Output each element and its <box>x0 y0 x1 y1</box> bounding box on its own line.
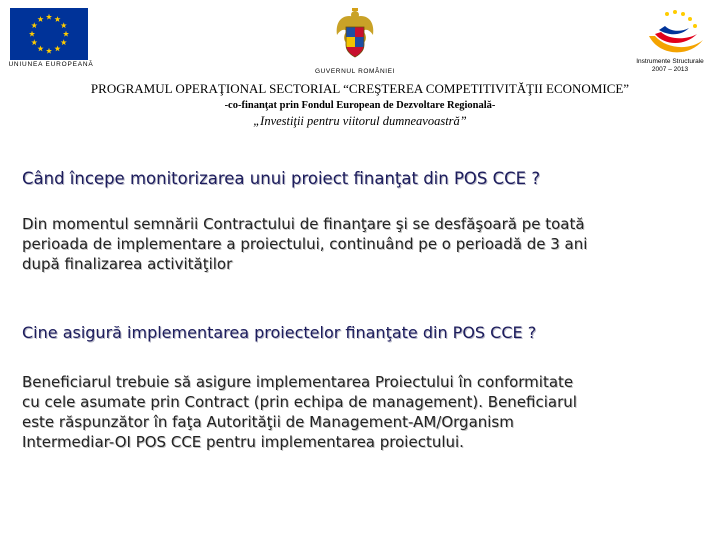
cofinancing-note: -co-finanţat prin Fondul European de Dezvoltare Regională- <box>224 100 496 111</box>
romania-logo-caption: GUVERNUL ROMÂNIEI <box>314 68 396 75</box>
answer-line: perioada de implementare a proiectului, continuând pe o perioadă de 3 ani <box>22 235 588 253</box>
programme-motto: „Investiţii pentru viitorul dumneavoastră” <box>253 114 467 128</box>
answer-line: este răspunzător în faţa Autorităţii de Management-AM/Organism <box>22 413 514 431</box>
question-heading: Când începe monitorizarea unui proiect finanţat din POS CCE ? <box>22 169 541 188</box>
answer-line: Beneficiarul trebuie să asigure implementarea Proiectului în conformitate <box>22 373 574 391</box>
answer-paragraph <box>22 214 712 274</box>
question-heading: Cine asigură implementarea proiectelor finanţate din POS CCE ? <box>22 323 537 342</box>
romania-coat-of-arms-icon <box>333 7 377 63</box>
answer-line: cu cele asumate prin Contract (prin echipa de management). Beneficiarul <box>22 393 577 411</box>
structural-instruments-period: 2007 – 2013 <box>651 66 689 73</box>
eu-flag-icon <box>10 8 88 60</box>
programme-title: PROGRAMUL OPERAŢIONAL SECTORIAL “CREŞTEREA COMPETITIVITĂŢII ECONOMICE” <box>90 81 630 96</box>
structural-instruments-caption <box>620 58 720 74</box>
instrumente-structurale-icon <box>645 6 711 58</box>
answer-line: Din momentul semnării Contractului de finanţare şi se desfăşoară pe toată <box>22 215 585 233</box>
structural-instruments-name: Instrumente Structurale <box>636 58 704 65</box>
answer-line: după finalizarea activităţilor <box>22 255 233 273</box>
eu-logo-caption: UNIUNEA EUROPEANĂ <box>8 61 94 68</box>
answer-paragraph <box>22 372 712 452</box>
answer-line: Intermediar-OI POS CCE pentru implementarea proiectului. <box>22 433 464 451</box>
